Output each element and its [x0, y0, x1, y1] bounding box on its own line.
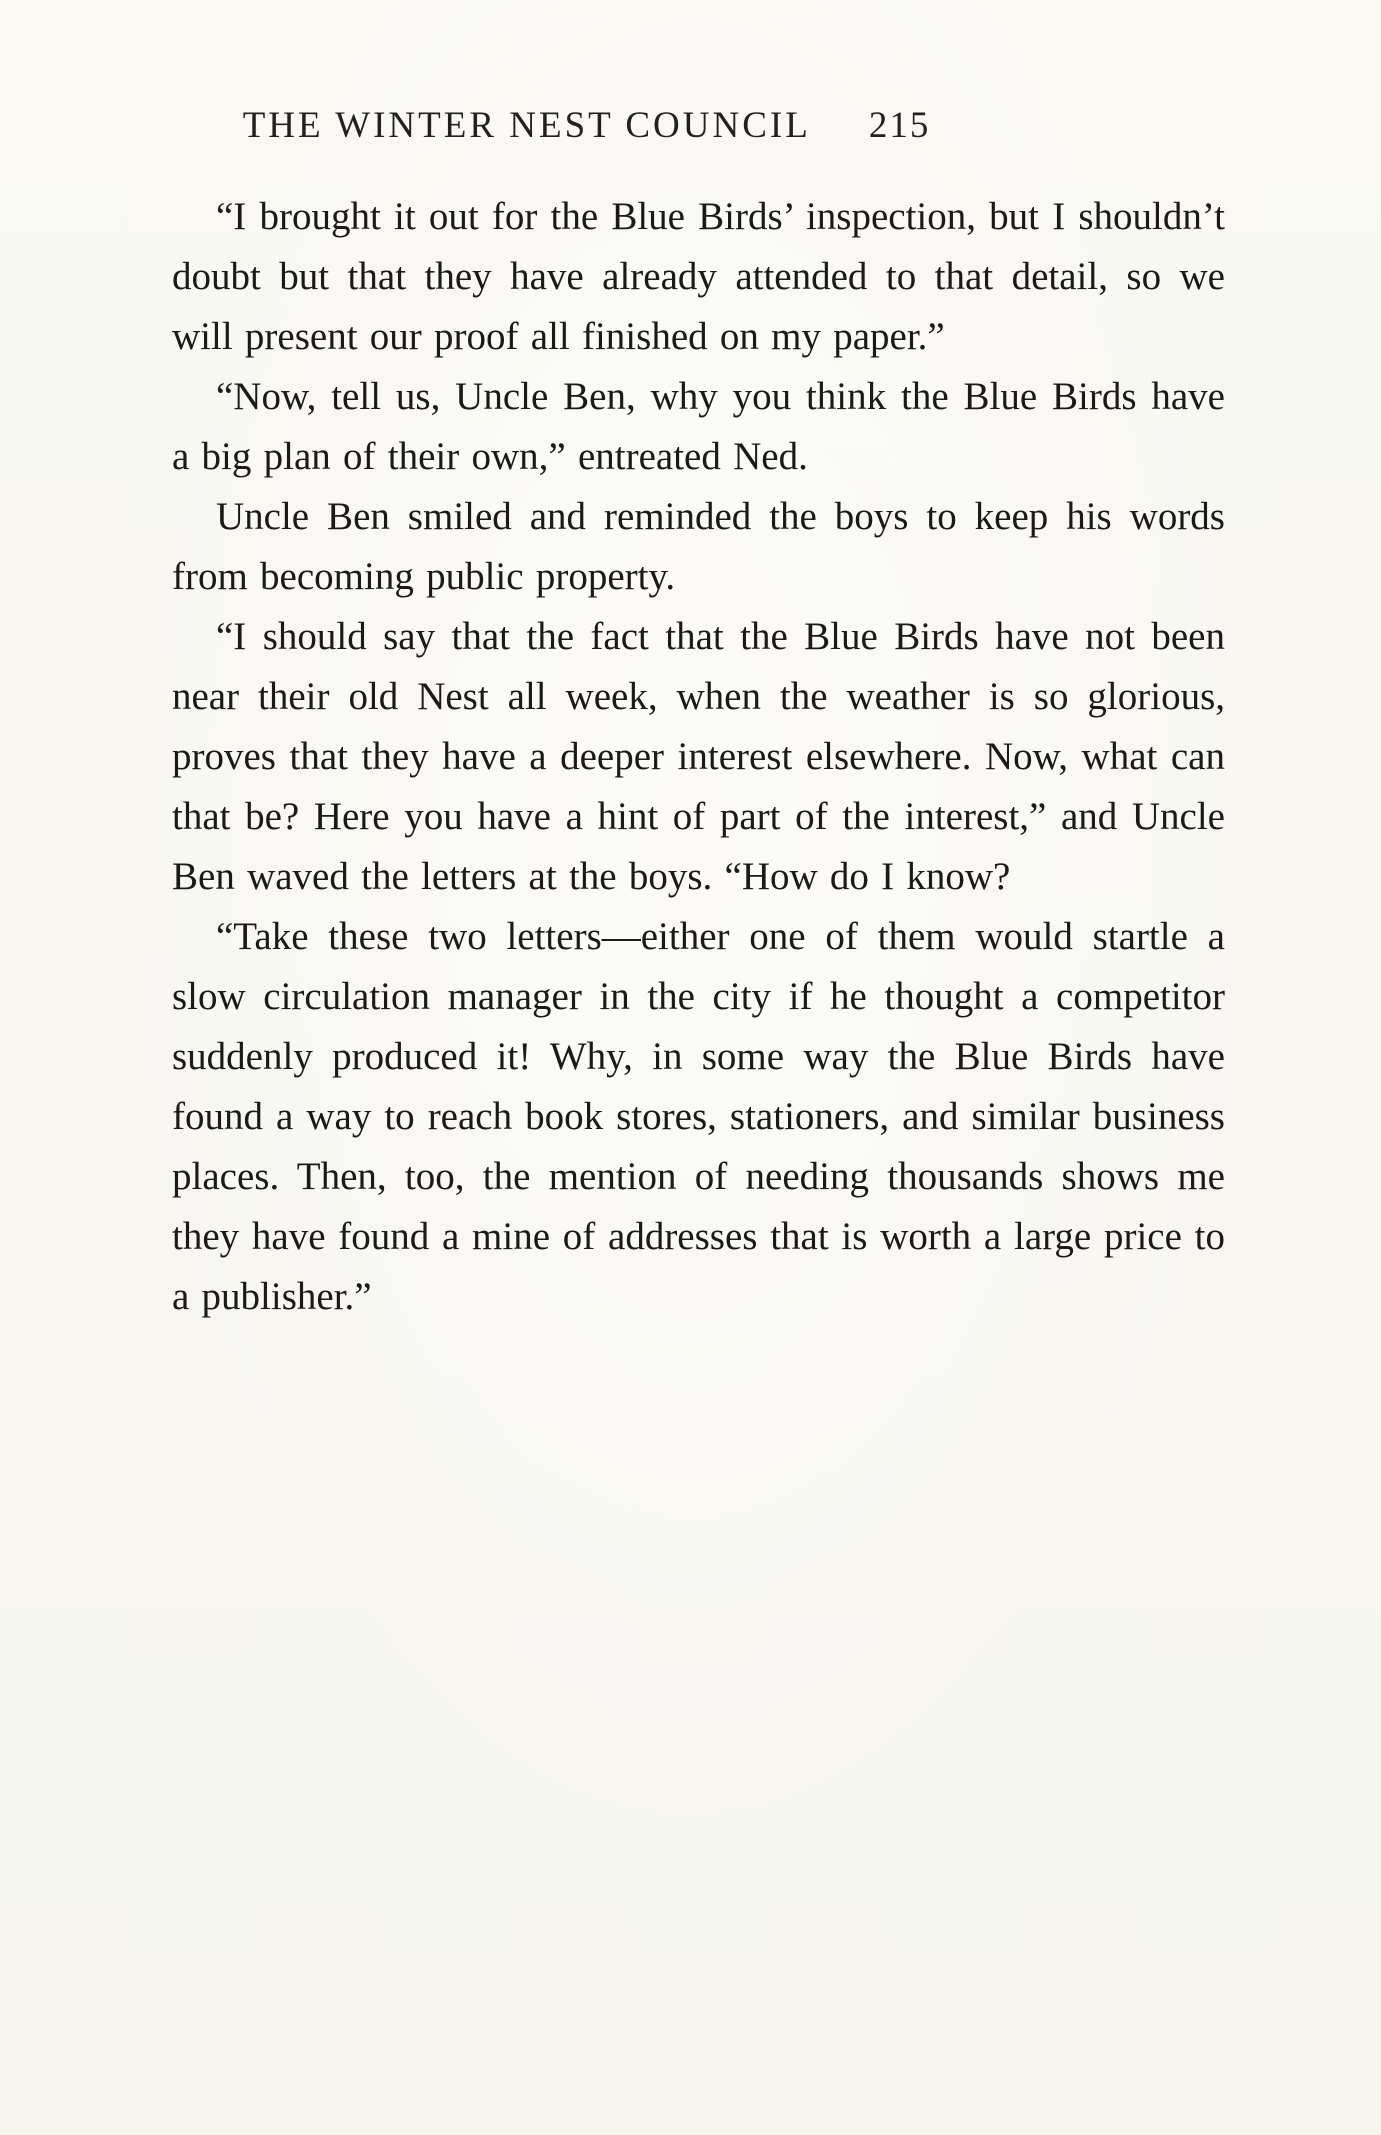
page-header: [60, 104, 1113, 147]
paragraph: “I brought it out for the Blue Birds’ inspection, but I shouldn’t doubt but that they have already attended to that detail, so we will present our proof all finished on my paper.”: [172, 195, 1225, 358]
paragraph: “I should say that the fact that the Blue Birds have not been near their old Nest all week, when the weather is so glorious, proves that they have a deeper interest elsewhere. Now, what can that be? Here you have a hint of part of the interest,” and Uncle Ben waved the letters at the boys. “How do I know?: [172, 615, 1225, 898]
paragraph: “Now, tell us, Uncle Ben, why you think the Blue Birds have a big plan of their own,” entreated Ned.: [172, 375, 1225, 478]
paragraph: Uncle Ben smiled and reminded the boys to keep his words from becoming public property.: [172, 495, 1225, 598]
paragraph: “Take these two letters—either one of them would startle a slow circulation manager in the city if he thought a competitor suddenly produced it! Why, in some way the Blue Birds have found a way to reach book stores, stationers, and similar business places. Then, too, the mention of needing thousands shows me they have found a mine of addresses that is worth a large price to a publisher.”: [172, 915, 1225, 1318]
page-number: 215: [868, 105, 931, 146]
running-title: THE WINTER NEST COUNCIL: [242, 105, 811, 146]
body-text: [172, 187, 1225, 1327]
